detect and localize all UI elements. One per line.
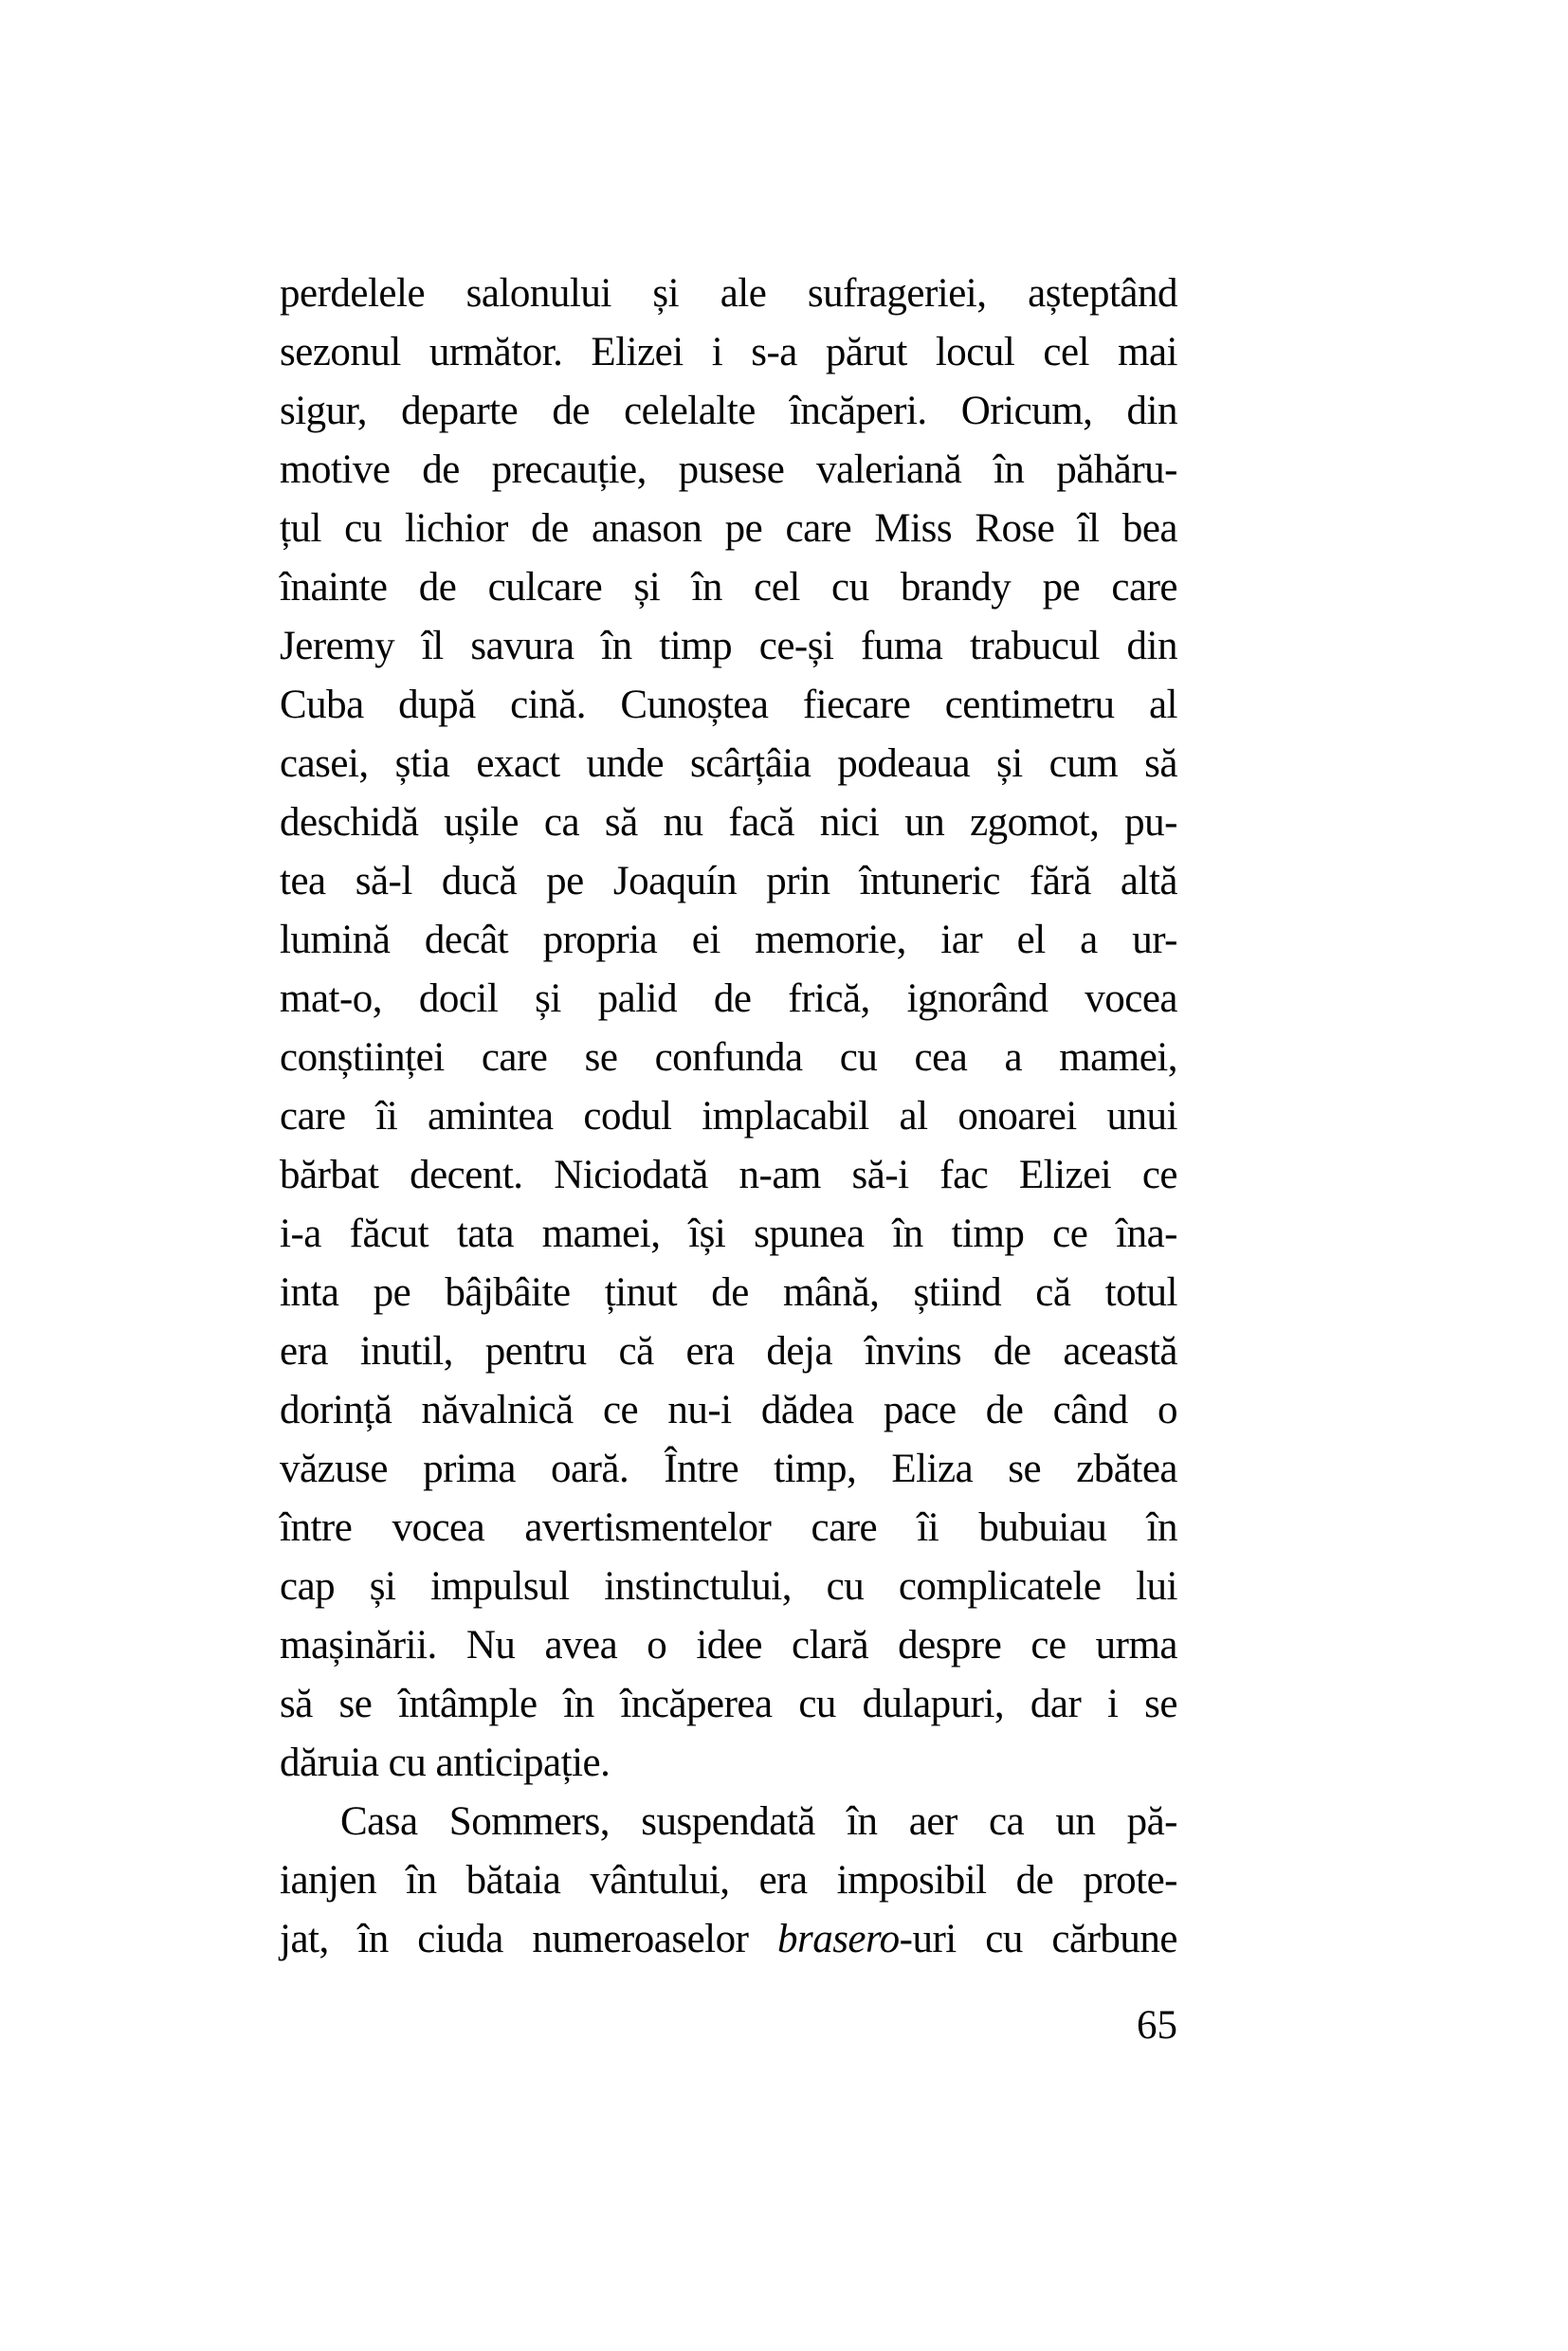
text-line: ianjen în bătaia vântului, era imposibil de prote- [280,1858,1177,1903]
text-line: țul cu lichior de anason pe care Miss Rose îl bea [280,506,1177,551]
body-text [280,264,1177,1969]
text-line: lumină decât propria ei memorie, iar el a ur- [280,918,1177,962]
text-line: motive de precauție, pusese valeriană în păhăru- [280,447,1177,492]
text-line: tea să-l ducă pe Joaquín prin întuneric fără altă [280,859,1177,903]
text-line: Cuba după cină. Cunoștea fiecare centimetru al [280,683,1177,727]
text-line: perdelele salonului și ale sufrageriei, așteptând [280,271,1177,316]
text-line: înainte de culcare și în cel cu brandy pe care [280,565,1177,610]
text-line: Jeremy îl savura în timp ce-și fuma trabucul din [280,624,1177,668]
text-line-with-italic [280,1910,1177,1969]
text-line: dorință năvalnică ce nu-i dădea pace de când o [280,1388,1177,1432]
text-line: casei, știa exact unde scârțâia podeaua și cum să [280,741,1177,786]
paragraph-start-line: Casa Sommers, suspendată în aer ca un pă- [340,1799,1177,1844]
text-line: mat-o, docil și palid de frică, ignorând vocea [280,976,1177,1021]
text-line: sigur, departe de celelalte încăperi. Oricum, din [280,389,1177,433]
text-line: sezonul următor. Elizei i s-a părut locul cel mai [280,330,1177,374]
text-line: era inutil, pentru că era deja învins de această [280,1329,1177,1374]
paragraph-end-line: dăruia cu anticipație. [280,1740,611,1785]
text-line: care îi amintea codul implacabil al onoarei unui [280,1094,1177,1139]
text-line: bărbat decent. Niciodată n-am să-i fac Elizei ce [280,1153,1177,1197]
text-segment: jat, în ciuda numeroaselor [280,1917,777,1961]
text-line: cap și impulsul instinctului, cu complicatele lui [280,1564,1177,1609]
text-line: între vocea avertismentelor care îi bubuiau în [280,1505,1177,1550]
text-segment: -uri cu cărbune [899,1917,1177,1961]
text-line: văzuse prima oară. Între timp, Eliza se zbătea [280,1447,1177,1491]
text-line: conștiinței care se confunda cu cea a mamei, [280,1035,1177,1080]
text-line: mașinării. Nu avea o idee clară despre ce urma [280,1623,1177,1668]
text-line: să se întâmple în încăperea cu dulapuri, dar i se [280,1682,1177,1726]
text-line: i-a făcut tata mamei, își spunea în timp ce îna- [280,1212,1177,1256]
page-number: 65 [1137,2003,1177,2048]
text-line: inta pe bâjbâite ținut de mână, știind că totul [280,1270,1177,1315]
italic-term: brasero [776,1917,900,1961]
text-line: deschidă ușile ca să nu facă nici un zgomot, pu- [280,800,1177,845]
